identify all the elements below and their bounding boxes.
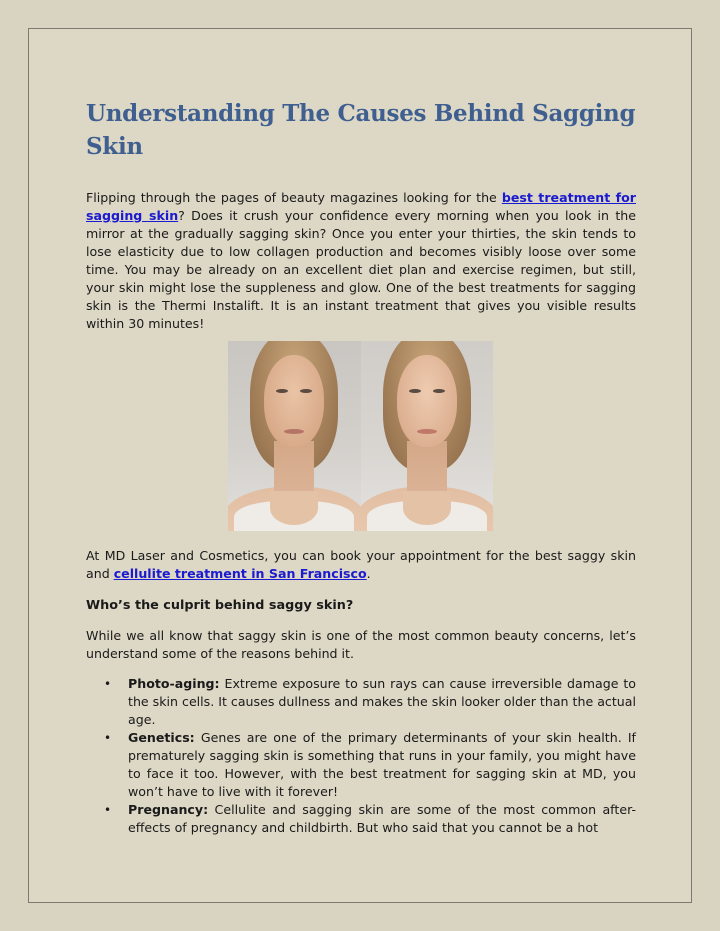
booking-text-before: At MD Laser and Cosmetics, you can book your appointment for the best saggy skin and bbox=[86, 548, 636, 581]
list-item bbox=[86, 801, 636, 837]
article-body bbox=[86, 97, 636, 837]
cause-text: Cellulite and sagging skin are some of the most common after-effects of pregnancy and childbirth. But who said that you cannot be a hot bbox=[128, 802, 636, 835]
document-page bbox=[28, 28, 692, 903]
list-item bbox=[86, 729, 636, 801]
intro-text-before: Flipping through the pages of beauty magazines looking for the bbox=[86, 190, 502, 205]
booking-paragraph bbox=[86, 547, 636, 583]
intro-text-after: ? Does it crush your confidence every morning when you look in the mirror at the gradually sagging skin? Once you enter your thirties, the skin tends to lose elasticity due to low collagen production and becomes visibly loose over some time. You may be already on an excellent diet plan and exercise regimen, but still, your skin might lose the suppleness and glow. One of the best treatments for sagging skin is the Thermi Instalift. It is an instant treatment that gives you visible results within 30 minutes! bbox=[86, 208, 636, 331]
before-photo bbox=[228, 341, 361, 531]
before-after-photo bbox=[228, 341, 493, 531]
bullet-icon: • bbox=[104, 803, 112, 817]
bullet-icon: • bbox=[104, 677, 112, 691]
cause-term: Pregnancy: bbox=[128, 802, 209, 817]
bullet-icon: • bbox=[104, 731, 112, 745]
cause-text: Genes are one of the primary determinants of your skin health. If prematurely sagging skin is something that runs in your family, you might have to face it too. However, with the best treatment for sagging skin at MD, you won’t have to live with it forever! bbox=[128, 730, 636, 799]
culprit-subheading: Who’s the culprit behind saggy skin? bbox=[86, 598, 354, 613]
cause-text: Extreme exposure to sun rays can cause irreversible damage to the skin cells. It causes dullness and makes the skin looker older than the actual age. bbox=[128, 676, 636, 727]
cellulite-treatment-link[interactable]: cellulite treatment in San Francisco bbox=[113, 566, 367, 581]
cause-term: Genetics: bbox=[128, 730, 195, 745]
article-title: Understanding The Causes Behind Sagging Skin bbox=[86, 100, 636, 160]
after-photo bbox=[361, 341, 494, 531]
booking-text-after: . bbox=[366, 566, 371, 581]
intro-paragraph bbox=[86, 189, 636, 333]
causes-list bbox=[86, 675, 636, 837]
best-treatment-link[interactable]: best treatment for sagging skin bbox=[86, 190, 636, 223]
list-item bbox=[86, 675, 636, 729]
cause-term: Photo-aging: bbox=[128, 676, 220, 691]
reasons-lead-paragraph: While we all know that saggy skin is one of the most common beauty concerns, let’s understand some of the reasons behind it. bbox=[86, 628, 636, 661]
